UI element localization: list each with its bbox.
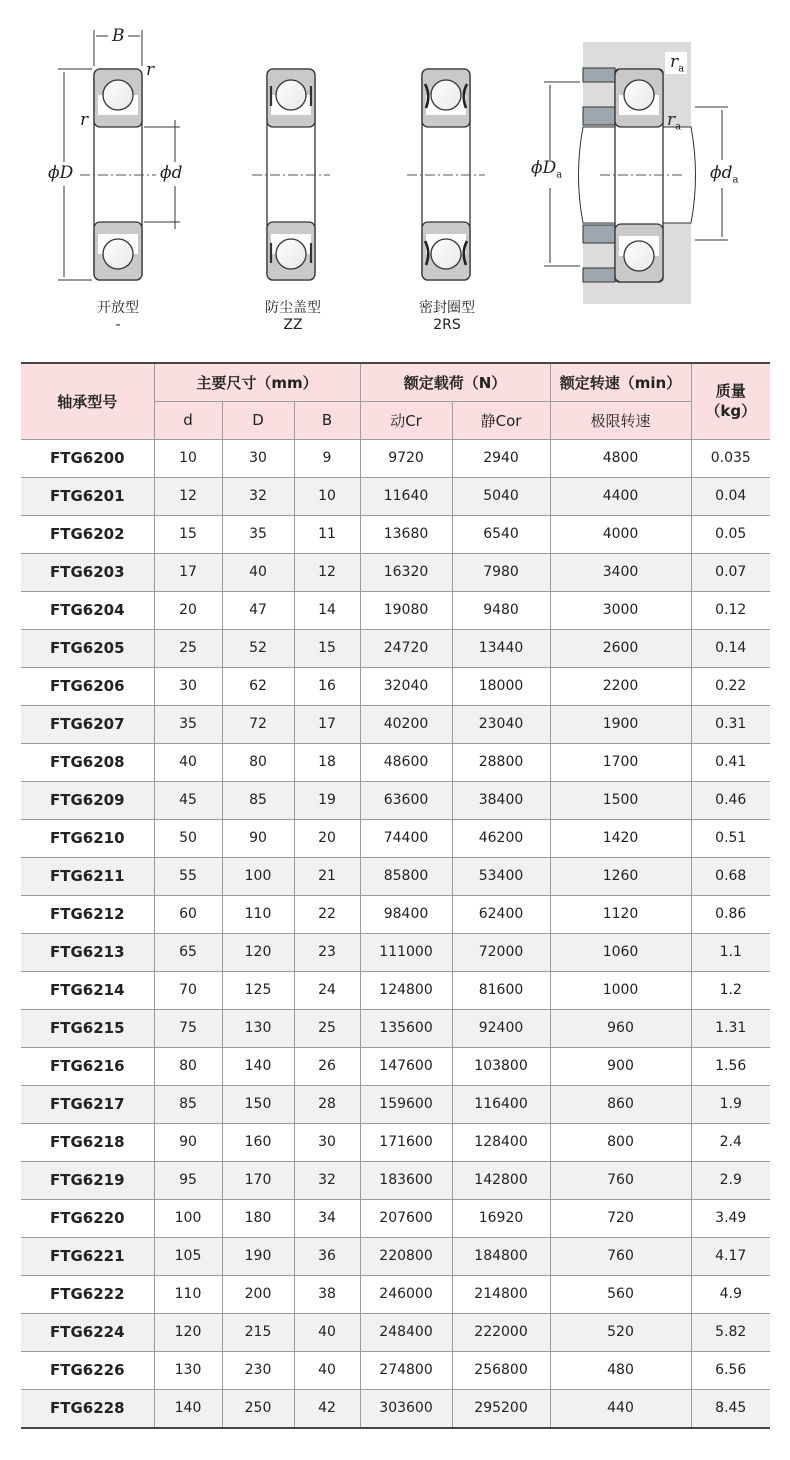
cell-d: 105 [154, 1237, 222, 1275]
cell-limit-speed: 560 [550, 1275, 691, 1313]
diagram-name: 开放型 [97, 300, 139, 316]
cell-cr: 74400 [360, 819, 452, 857]
cell-mass: 0.68 [691, 857, 770, 895]
dim-r-top-label: r [146, 60, 155, 80]
cell-D: 215 [222, 1313, 294, 1351]
table-row [21, 857, 770, 895]
bearing-spec-table [21, 362, 770, 1429]
cell-cr: 111000 [360, 933, 452, 971]
cell-limit-speed: 760 [550, 1237, 691, 1275]
table-row [21, 1199, 770, 1237]
dim-da-label [710, 163, 738, 185]
cell-model: FTG6217 [21, 1085, 154, 1123]
cell-model: FTG6220 [21, 1199, 154, 1237]
cell-cr: 32040 [360, 667, 452, 705]
cell-model: FTG6224 [21, 1313, 154, 1351]
table-row [21, 743, 770, 781]
cell-model: FTG6221 [21, 1237, 154, 1275]
cell-B: 34 [294, 1199, 360, 1237]
cell-B: 19 [294, 781, 360, 819]
cell-cor: 6540 [452, 515, 550, 553]
cell-limit-speed: 860 [550, 1085, 691, 1123]
cell-cor: 72000 [452, 933, 550, 971]
dim-ra-side-letter: r [667, 110, 676, 130]
cell-D: 120 [222, 933, 294, 971]
cell-D: 47 [222, 591, 294, 629]
cell-limit-speed: 480 [550, 1351, 691, 1389]
cell-cr: 183600 [360, 1161, 452, 1199]
dim-Da-letter: ϕD [531, 158, 557, 178]
cell-mass: 0.41 [691, 743, 770, 781]
cell-model: FTG6210 [21, 819, 154, 857]
table-row [21, 705, 770, 743]
cell-d: 35 [154, 705, 222, 743]
cell-mass: 0.22 [691, 667, 770, 705]
cell-D: 90 [222, 819, 294, 857]
cell-model: FTG6212 [21, 895, 154, 933]
cell-mass: 0.31 [691, 705, 770, 743]
cell-limit-speed: 800 [550, 1123, 691, 1161]
cell-mass: 4.9 [691, 1275, 770, 1313]
cell-model: FTG6213 [21, 933, 154, 971]
cell-model: FTG6205 [21, 629, 154, 667]
cell-cor: 2940 [452, 439, 550, 477]
mounting-drawing [544, 42, 728, 304]
cell-d: 120 [154, 1313, 222, 1351]
cell-cor: 128400 [452, 1123, 550, 1161]
cell-model: FTG6208 [21, 743, 154, 781]
cell-mass: 1.9 [691, 1085, 770, 1123]
cell-model: FTG6206 [21, 667, 154, 705]
cell-cr: 274800 [360, 1351, 452, 1389]
cell-D: 80 [222, 743, 294, 781]
cell-cr: 16320 [360, 553, 452, 591]
cell-cr: 48600 [360, 743, 452, 781]
cell-D: 190 [222, 1237, 294, 1275]
cell-limit-speed: 1500 [550, 781, 691, 819]
cell-cr: 40200 [360, 705, 452, 743]
cell-D: 200 [222, 1275, 294, 1313]
cell-limit-speed: 2200 [550, 667, 691, 705]
cell-d: 75 [154, 1009, 222, 1047]
dim-ra-top-letter: r [670, 52, 679, 72]
cell-d: 55 [154, 857, 222, 895]
dim-D-label: ϕD [48, 163, 74, 183]
cell-limit-speed: 4800 [550, 439, 691, 477]
cell-cr: 303600 [360, 1389, 452, 1428]
cell-limit-speed: 1120 [550, 895, 691, 933]
cell-B: 17 [294, 705, 360, 743]
cell-D: 125 [222, 971, 294, 1009]
table-row [21, 1275, 770, 1313]
cell-d: 60 [154, 895, 222, 933]
cell-d: 25 [154, 629, 222, 667]
cell-d: 20 [154, 591, 222, 629]
cell-B: 38 [294, 1275, 360, 1313]
table-header [21, 363, 770, 439]
cell-limit-speed: 1260 [550, 857, 691, 895]
cell-model: FTG6228 [21, 1389, 154, 1428]
header-rated-load: 额定载荷（N） [360, 363, 550, 401]
table-row [21, 971, 770, 1009]
open-bearing-drawing [58, 30, 183, 280]
table-row [21, 1085, 770, 1123]
cell-cor: 5040 [452, 477, 550, 515]
cell-cor: 184800 [452, 1237, 550, 1275]
table-row [21, 1313, 770, 1351]
diagram-name: 密封圈型 [419, 300, 475, 316]
cell-mass: 1.2 [691, 971, 770, 1009]
dim-da-sub: a [732, 174, 739, 186]
diagram-caption-open [58, 300, 178, 334]
cell-cr: 159600 [360, 1085, 452, 1123]
cell-cor: 23040 [452, 705, 550, 743]
cell-B: 30 [294, 1123, 360, 1161]
cell-d: 100 [154, 1199, 222, 1237]
cell-D: 140 [222, 1047, 294, 1085]
dim-ra-side-sub: a [675, 121, 682, 133]
cell-d: 140 [154, 1389, 222, 1428]
dim-ra-top-label [670, 52, 684, 74]
cell-cr: 171600 [360, 1123, 452, 1161]
cell-mass: 0.05 [691, 515, 770, 553]
cell-D: 30 [222, 439, 294, 477]
cell-D: 32 [222, 477, 294, 515]
cell-limit-speed: 3000 [550, 591, 691, 629]
table-row [21, 477, 770, 515]
sealed-bearing-drawing [407, 69, 485, 280]
cell-B: 40 [294, 1351, 360, 1389]
cell-B: 15 [294, 629, 360, 667]
cell-cr: 19080 [360, 591, 452, 629]
cell-d: 50 [154, 819, 222, 857]
cell-limit-speed: 1900 [550, 705, 691, 743]
table-row [21, 629, 770, 667]
cell-d: 12 [154, 477, 222, 515]
dim-B-label: B [112, 26, 125, 46]
cell-mass: 4.17 [691, 1237, 770, 1275]
cell-limit-speed: 440 [550, 1389, 691, 1428]
cell-mass: 0.12 [691, 591, 770, 629]
cell-cr: 246000 [360, 1275, 452, 1313]
cell-mass: 3.49 [691, 1199, 770, 1237]
cell-D: 100 [222, 857, 294, 895]
cell-cr: 63600 [360, 781, 452, 819]
cell-B: 28 [294, 1085, 360, 1123]
cell-mass: 8.45 [691, 1389, 770, 1428]
diagram-caption-shielded [233, 300, 353, 334]
cell-model: FTG6211 [21, 857, 154, 895]
cell-d: 40 [154, 743, 222, 781]
cell-limit-speed: 960 [550, 1009, 691, 1047]
cell-B: 40 [294, 1313, 360, 1351]
cell-mass: 2.9 [691, 1161, 770, 1199]
cell-B: 12 [294, 553, 360, 591]
cell-model: FTG6203 [21, 553, 154, 591]
shielded-bearing-drawing [252, 69, 330, 280]
dim-ra-top-sub: a [678, 63, 685, 75]
cell-limit-speed: 1700 [550, 743, 691, 781]
cell-cr: 9720 [360, 439, 452, 477]
dim-ra-side-label [667, 110, 681, 132]
header-main-dims: 主要尺寸（mm） [154, 363, 360, 401]
table-row [21, 933, 770, 971]
cell-B: 9 [294, 439, 360, 477]
cell-D: 110 [222, 895, 294, 933]
cell-limit-speed: 520 [550, 1313, 691, 1351]
diagram-name: 防尘盖型 [265, 300, 321, 316]
cell-B: 10 [294, 477, 360, 515]
cell-mass: 0.86 [691, 895, 770, 933]
cell-cor: 222000 [452, 1313, 550, 1351]
header-row-top [21, 363, 770, 401]
cell-cor: 116400 [452, 1085, 550, 1123]
table-row [21, 781, 770, 819]
cell-limit-speed: 760 [550, 1161, 691, 1199]
dim-da-letter: ϕd [710, 163, 733, 183]
cell-cr: 135600 [360, 1009, 452, 1047]
cell-d: 95 [154, 1161, 222, 1199]
cell-cr: 220800 [360, 1237, 452, 1275]
cell-cr: 98400 [360, 895, 452, 933]
cell-d: 15 [154, 515, 222, 553]
table-row [21, 819, 770, 857]
cell-mass: 1.1 [691, 933, 770, 971]
cell-cor: 38400 [452, 781, 550, 819]
cell-cor: 295200 [452, 1389, 550, 1428]
cell-cor: 214800 [452, 1275, 550, 1313]
header-d: d [154, 401, 222, 439]
cell-cr: 11640 [360, 477, 452, 515]
cell-cor: 46200 [452, 819, 550, 857]
cell-mass: 0.51 [691, 819, 770, 857]
header-cr: 动Cr [360, 401, 452, 439]
cell-limit-speed: 4000 [550, 515, 691, 553]
header-B: B [294, 401, 360, 439]
cell-cor: 142800 [452, 1161, 550, 1199]
cell-cor: 81600 [452, 971, 550, 1009]
header-cor: 静Cor [452, 401, 550, 439]
cell-limit-speed: 2600 [550, 629, 691, 667]
cell-cor: 53400 [452, 857, 550, 895]
cell-cr: 85800 [360, 857, 452, 895]
header-limit-speed: 极限转速 [550, 401, 691, 439]
cell-limit-speed: 3400 [550, 553, 691, 591]
cell-D: 35 [222, 515, 294, 553]
cell-D: 52 [222, 629, 294, 667]
cell-model: FTG6202 [21, 515, 154, 553]
cell-B: 22 [294, 895, 360, 933]
cell-cr: 124800 [360, 971, 452, 1009]
cell-D: 230 [222, 1351, 294, 1389]
cell-d: 30 [154, 667, 222, 705]
cell-d: 45 [154, 781, 222, 819]
table-row [21, 1161, 770, 1199]
cell-mass: 0.04 [691, 477, 770, 515]
dim-r-side-label: r [80, 110, 89, 130]
cell-d: 10 [154, 439, 222, 477]
cell-d: 80 [154, 1047, 222, 1085]
cell-mass: 6.56 [691, 1351, 770, 1389]
cell-model: FTG6200 [21, 439, 154, 477]
cell-D: 72 [222, 705, 294, 743]
cell-model: FTG6214 [21, 971, 154, 1009]
cell-model: FTG6204 [21, 591, 154, 629]
cell-model: FTG6209 [21, 781, 154, 819]
diagram-code: 2RS [433, 317, 461, 333]
table-row [21, 553, 770, 591]
cell-D: 170 [222, 1161, 294, 1199]
cell-D: 160 [222, 1123, 294, 1161]
cell-limit-speed: 720 [550, 1199, 691, 1237]
cell-cor: 13440 [452, 629, 550, 667]
cell-limit-speed: 1420 [550, 819, 691, 857]
table-row [21, 1237, 770, 1275]
cell-B: 25 [294, 1009, 360, 1047]
cell-model: FTG6201 [21, 477, 154, 515]
cell-D: 180 [222, 1199, 294, 1237]
dim-Da-label [531, 158, 562, 180]
cell-cr: 147600 [360, 1047, 452, 1085]
dim-Da-sub: a [556, 169, 563, 181]
cell-B: 24 [294, 971, 360, 1009]
table-row [21, 895, 770, 933]
table-row [21, 439, 770, 477]
table-body [21, 439, 770, 1428]
cell-model: FTG6219 [21, 1161, 154, 1199]
cell-cor: 62400 [452, 895, 550, 933]
cell-cor: 92400 [452, 1009, 550, 1047]
cell-cor: 18000 [452, 667, 550, 705]
cell-d: 130 [154, 1351, 222, 1389]
bearing-diagrams [0, 0, 790, 360]
cell-limit-speed: 4400 [550, 477, 691, 515]
cell-mass: 5.82 [691, 1313, 770, 1351]
cell-model: FTG6216 [21, 1047, 154, 1085]
cell-B: 14 [294, 591, 360, 629]
cell-limit-speed: 900 [550, 1047, 691, 1085]
cell-B: 18 [294, 743, 360, 781]
dim-d-label: ϕd [160, 163, 183, 183]
cell-mass: 0.14 [691, 629, 770, 667]
cell-B: 23 [294, 933, 360, 971]
table-row [21, 667, 770, 705]
cell-D: 130 [222, 1009, 294, 1047]
cell-limit-speed: 1060 [550, 933, 691, 971]
cell-mass: 1.31 [691, 1009, 770, 1047]
cell-d: 17 [154, 553, 222, 591]
table-row [21, 1047, 770, 1085]
cell-model: FTG6215 [21, 1009, 154, 1047]
header-model: 轴承型号 [21, 363, 154, 439]
header-rated-speed: 额定转速（min） [550, 363, 691, 401]
cell-model: FTG6222 [21, 1275, 154, 1313]
cell-B: 36 [294, 1237, 360, 1275]
cell-cr: 13680 [360, 515, 452, 553]
cell-cor: 28800 [452, 743, 550, 781]
table-row [21, 515, 770, 553]
cell-d: 70 [154, 971, 222, 1009]
cell-cor: 103800 [452, 1047, 550, 1085]
table-row [21, 1123, 770, 1161]
header-mass: 质量（kg） [691, 363, 770, 439]
cell-B: 26 [294, 1047, 360, 1085]
cell-mass: 0.035 [691, 439, 770, 477]
cell-B: 16 [294, 667, 360, 705]
table-row [21, 1351, 770, 1389]
cell-B: 11 [294, 515, 360, 553]
cell-d: 90 [154, 1123, 222, 1161]
table-row [21, 1389, 770, 1428]
table-row [21, 1009, 770, 1047]
diagram-code: ZZ [283, 317, 303, 333]
cell-limit-speed: 1000 [550, 971, 691, 1009]
cell-model: FTG6218 [21, 1123, 154, 1161]
cell-mass: 0.46 [691, 781, 770, 819]
table-row [21, 591, 770, 629]
cell-cor: 256800 [452, 1351, 550, 1389]
diagram-code: - [115, 317, 121, 333]
cell-d: 65 [154, 933, 222, 971]
cell-cor: 7980 [452, 553, 550, 591]
cell-cr: 207600 [360, 1199, 452, 1237]
cell-D: 250 [222, 1389, 294, 1428]
cell-mass: 2.4 [691, 1123, 770, 1161]
cell-B: 32 [294, 1161, 360, 1199]
cell-B: 20 [294, 819, 360, 857]
cell-B: 42 [294, 1389, 360, 1428]
cell-cor: 16920 [452, 1199, 550, 1237]
header-D: D [222, 401, 294, 439]
cell-cr: 24720 [360, 629, 452, 667]
cell-D: 85 [222, 781, 294, 819]
cell-d: 85 [154, 1085, 222, 1123]
cell-D: 40 [222, 553, 294, 591]
cell-mass: 1.56 [691, 1047, 770, 1085]
diagram-caption-sealed [387, 300, 507, 334]
cell-d: 110 [154, 1275, 222, 1313]
cell-cr: 248400 [360, 1313, 452, 1351]
cell-model: FTG6226 [21, 1351, 154, 1389]
cell-D: 150 [222, 1085, 294, 1123]
cell-cor: 9480 [452, 591, 550, 629]
cell-mass: 0.07 [691, 553, 770, 591]
cell-D: 62 [222, 667, 294, 705]
cell-B: 21 [294, 857, 360, 895]
cell-model: FTG6207 [21, 705, 154, 743]
